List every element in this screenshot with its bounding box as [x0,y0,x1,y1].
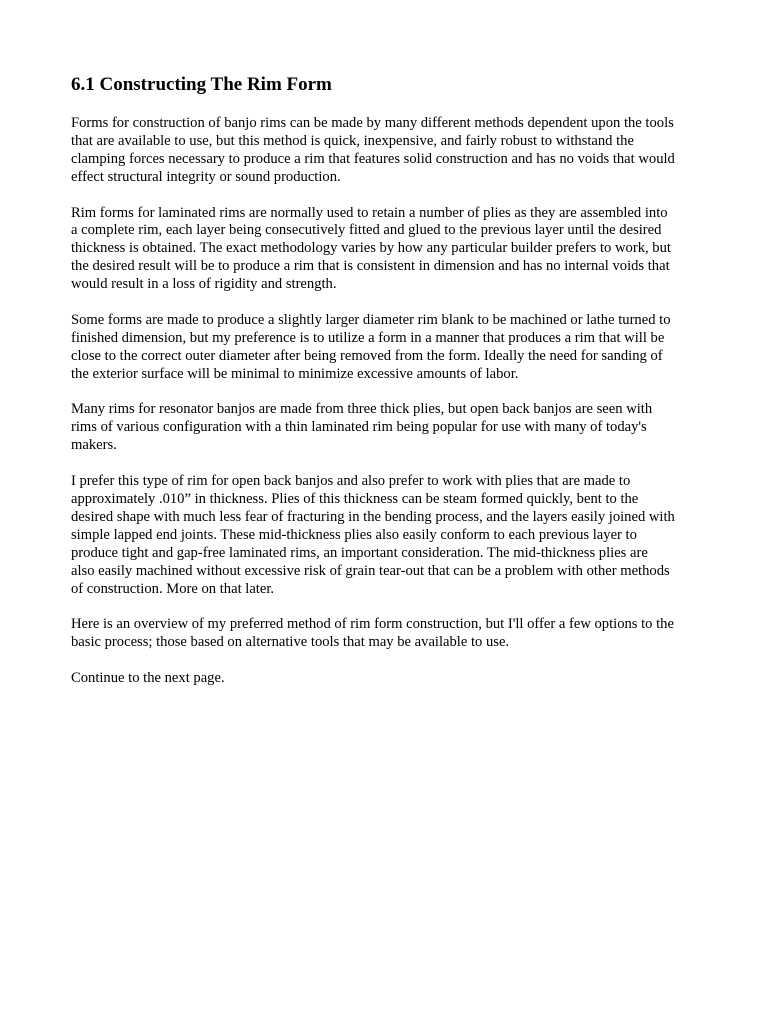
paragraph-continue: Continue to the next page. [71,670,225,686]
paragraph-rim-form-methods: Forms for construction of banjo rims can be made by many different methods dependent upon the tools that are available to use, but this method is quick, inexpensive, and fairly robust to withstand the clamping forces necessary to produce a rim that features solid construction and has no voids that would effect structural integrity or sound production. [71,115,675,185]
paragraph-resonator-rims: Many rims for resonator banjos are made from three thick plies, but open back banjos are seen with rims of various configuration with a thin laminated rim being popular for use with many of today's makers. [71,401,653,454]
paragraph-overview: Here is an overview of my preferred method of rim form construction, but I'll offer a few options to the basic process; those based on alternative tools that may be available to use. [71,616,674,651]
paragraph-laminated-rim-forms: Rim forms for laminated rims are normally used to retain a number of plies as they are assembled into a complete rim, each layer being consecutively fitted and glued to the previous layer until the desired thickness is obtained. The exact methodology varies by how any particular builder prefers to work, but the desired result will be to produce a rim that is consistent in dimension and has no internal voids that would result in a loss of rigidity and strength. [71,204,671,293]
section-title: 6.1 Constructing The Rim Form [71,74,332,95]
document-page [71,72,701,706]
paragraph-ply-thickness: I prefer this type of rim for open back banjos and also prefer to work with plies that are made to approximately .010” in thickness. Plies of this thickness can be steam formed quickly, bent to the desired shape with much less fear of fracturing in the bending process, and the layers easily joined with simple lapped end joints. These mid-thickness plies also easily conform to each previous layer to produce tight and gap-free laminated rims, an important consideration. The mid-thickness plies are also easily machined without excessive risk of grain tear-out that can be a problem with other methods of construction. More on that later. [71,473,675,597]
paragraph-rim-blank-sizing: Some forms are made to produce a slightly larger diameter rim blank to be machined or lathe turned to finished dimension, but my preference is to utilize a form in a manner that produces a rim that will be close to the correct outer diameter after being removed from the form. Ideally the need for sanding of the exterior surface will be minimal to minimize excessive amounts of labor. [71,311,671,382]
